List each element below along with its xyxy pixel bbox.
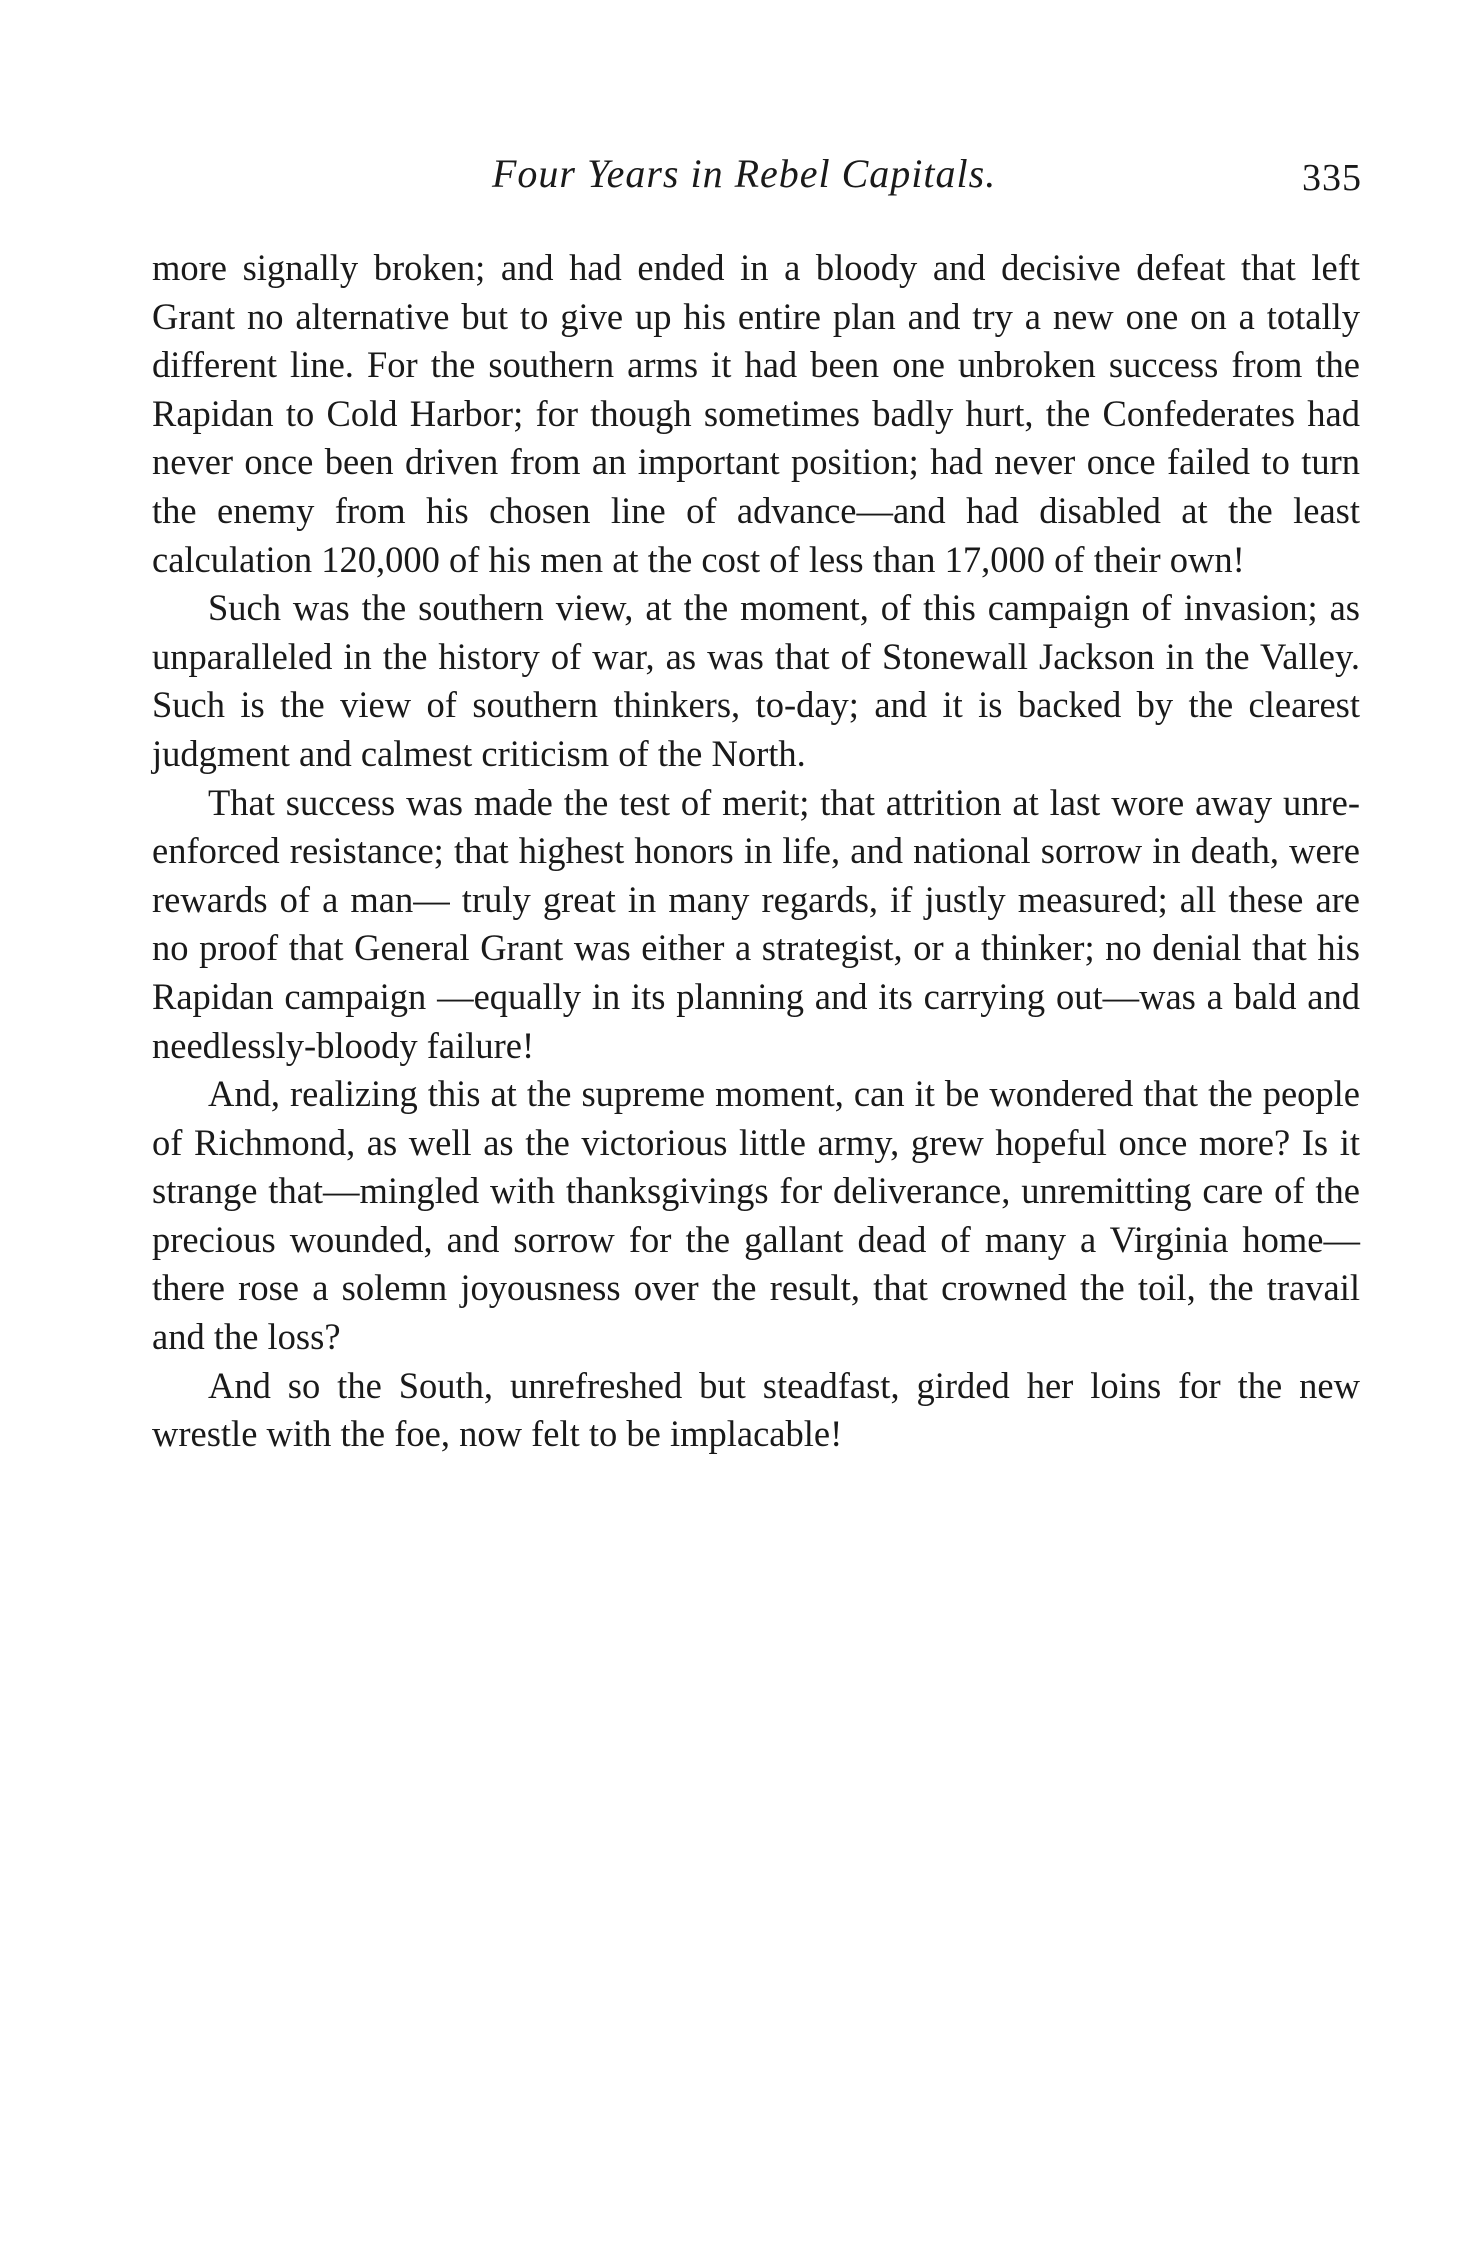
body-text: [152, 244, 1360, 1459]
paragraph-realizing: And, realizing this at the supreme moment, can it be wondered that the people of Richmond, as well as the victorious little army, grew hopeful once more? Is it strange that—mingled with thanksgivings for deliverance, unremitting care of the precious wounded, and sorrow for the gallant dead of many a Virginia home—there rose a solemn joyousness over the result, that crowned the toil, the travail and the loss?: [152, 1073, 1360, 1358]
running-head: [152, 150, 1362, 210]
paragraph-continued: more signally broken; and had ended in a bloody and decisive defeat that left Grant no alternative but to give up his entire plan and try a new one on a totally different line. For the southern arms it had been one unbroken success from the Rapidan to Cold Harbor; for though sometimes badly hurt, the Confederates had never once been driven from an important position; had never once failed to turn the enemy from his chosen line of advance—and had disabled at the least calculation 120,000 of his men at the cost of less than 17,000 of their own!: [152, 247, 1360, 580]
paragraph-south-steadfast: And so the South, unrefreshed but steadfast, girded her loins for the new wrestle with the foe, now felt to be implacable!: [152, 1364, 1360, 1455]
paragraph-southern-view: Such was the southern view, at the moment, of this campaign of invasion; as unparalleled in the history of war, as was that of Stonewall Jackson in the Valley. Such is the view of southern thinkers, to-day; and it is backed by the clearest judgment and calmest criticism of the North.: [152, 587, 1360, 774]
paragraph-success-test: That success was made the test of merit; that attrition at last wore away unre-enforced resistance; that highest honors in life, and national sorrow in death, were rewards of a man— truly great in many regards, if justly measured; all these are no proof that General Grant was either a strategist, or a thinker; no denial that his Rapidan campaign —equally in its planning and its carrying out—was a bald and needlessly-bloody failure!: [152, 781, 1360, 1066]
page-number: 335: [1302, 157, 1362, 199]
running-title: Four Years in Rebel Capitals.: [492, 151, 997, 196]
